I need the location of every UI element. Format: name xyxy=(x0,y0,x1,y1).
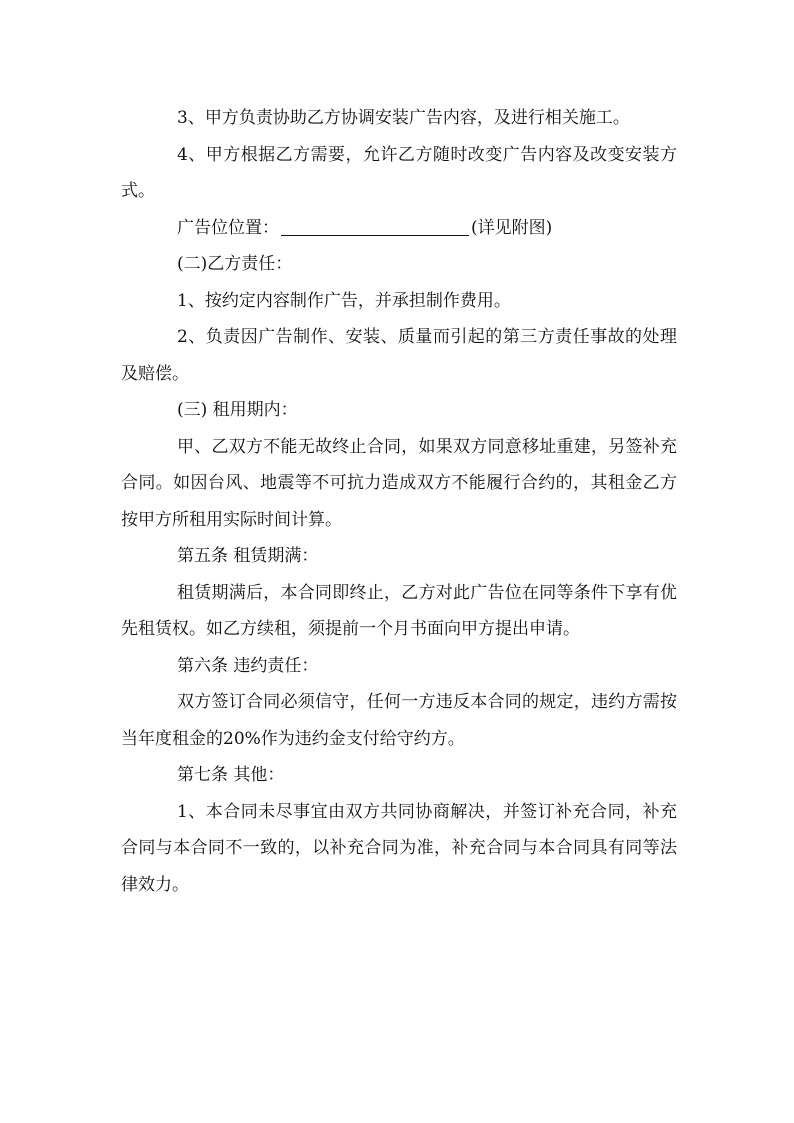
lease-period-heading: (三) 租用期内： xyxy=(177,400,298,420)
article-5-heading: 第五条 租赁期满： xyxy=(177,546,319,566)
ad-location-note: (详见附图) xyxy=(471,217,553,238)
ad-location-line xyxy=(121,210,677,247)
article-6-heading: 第六条 违约责任： xyxy=(177,655,319,676)
document-body xyxy=(121,100,677,903)
lease-period-text: 甲、乙双方不能无故终止合同，如果双方同意移址重建，另签补充合同。如因台风、地震等不可抗力造成双方不能履行合约的，其租金乙方按甲方所租用实际时间计算。 xyxy=(121,436,677,530)
clause-a-item-3: 3、甲方负责协助乙方协调安装广告内容，及进行相关施工。 xyxy=(177,108,630,128)
party-b-item-1: 1、按约定内容制作广告，并承担制作费用。 xyxy=(177,290,511,311)
ad-location-label: 广告位位置： xyxy=(177,217,279,238)
party-b-item-2: 2、负责因广告制作、安装、质量而引起的第三方责任事故的处理及赔偿。 xyxy=(121,327,677,384)
article-6-text: 双方签订合同必须信守，任何一方违反本合同的规定，违约方需按当年度租金的20%作为违约金支付给守约方。 xyxy=(121,692,677,749)
party-b-heading: (二)乙方责任： xyxy=(177,254,293,274)
clause-a-item-4: 4、甲方根据乙方需要，允许乙方随时改变广告内容及改变安装方式。 xyxy=(121,144,677,201)
article-5-text: 租赁期满后，本合同即终止，乙方对此广告位在同等条件下享有优先租赁权。如乙方续租，须提前一个月书面向甲方提出申请。 xyxy=(121,582,677,639)
article-7-heading: 第七条 其他： xyxy=(177,765,285,785)
ad-location-blank xyxy=(281,217,469,236)
article-7-item-1: 1、本合同未尽事宜由双方共同协商解决，并签订补充合同，补充合同与本合同不一致的，以补充合同为准，补充合同与本合同具有同等法律效力。 xyxy=(121,801,677,895)
